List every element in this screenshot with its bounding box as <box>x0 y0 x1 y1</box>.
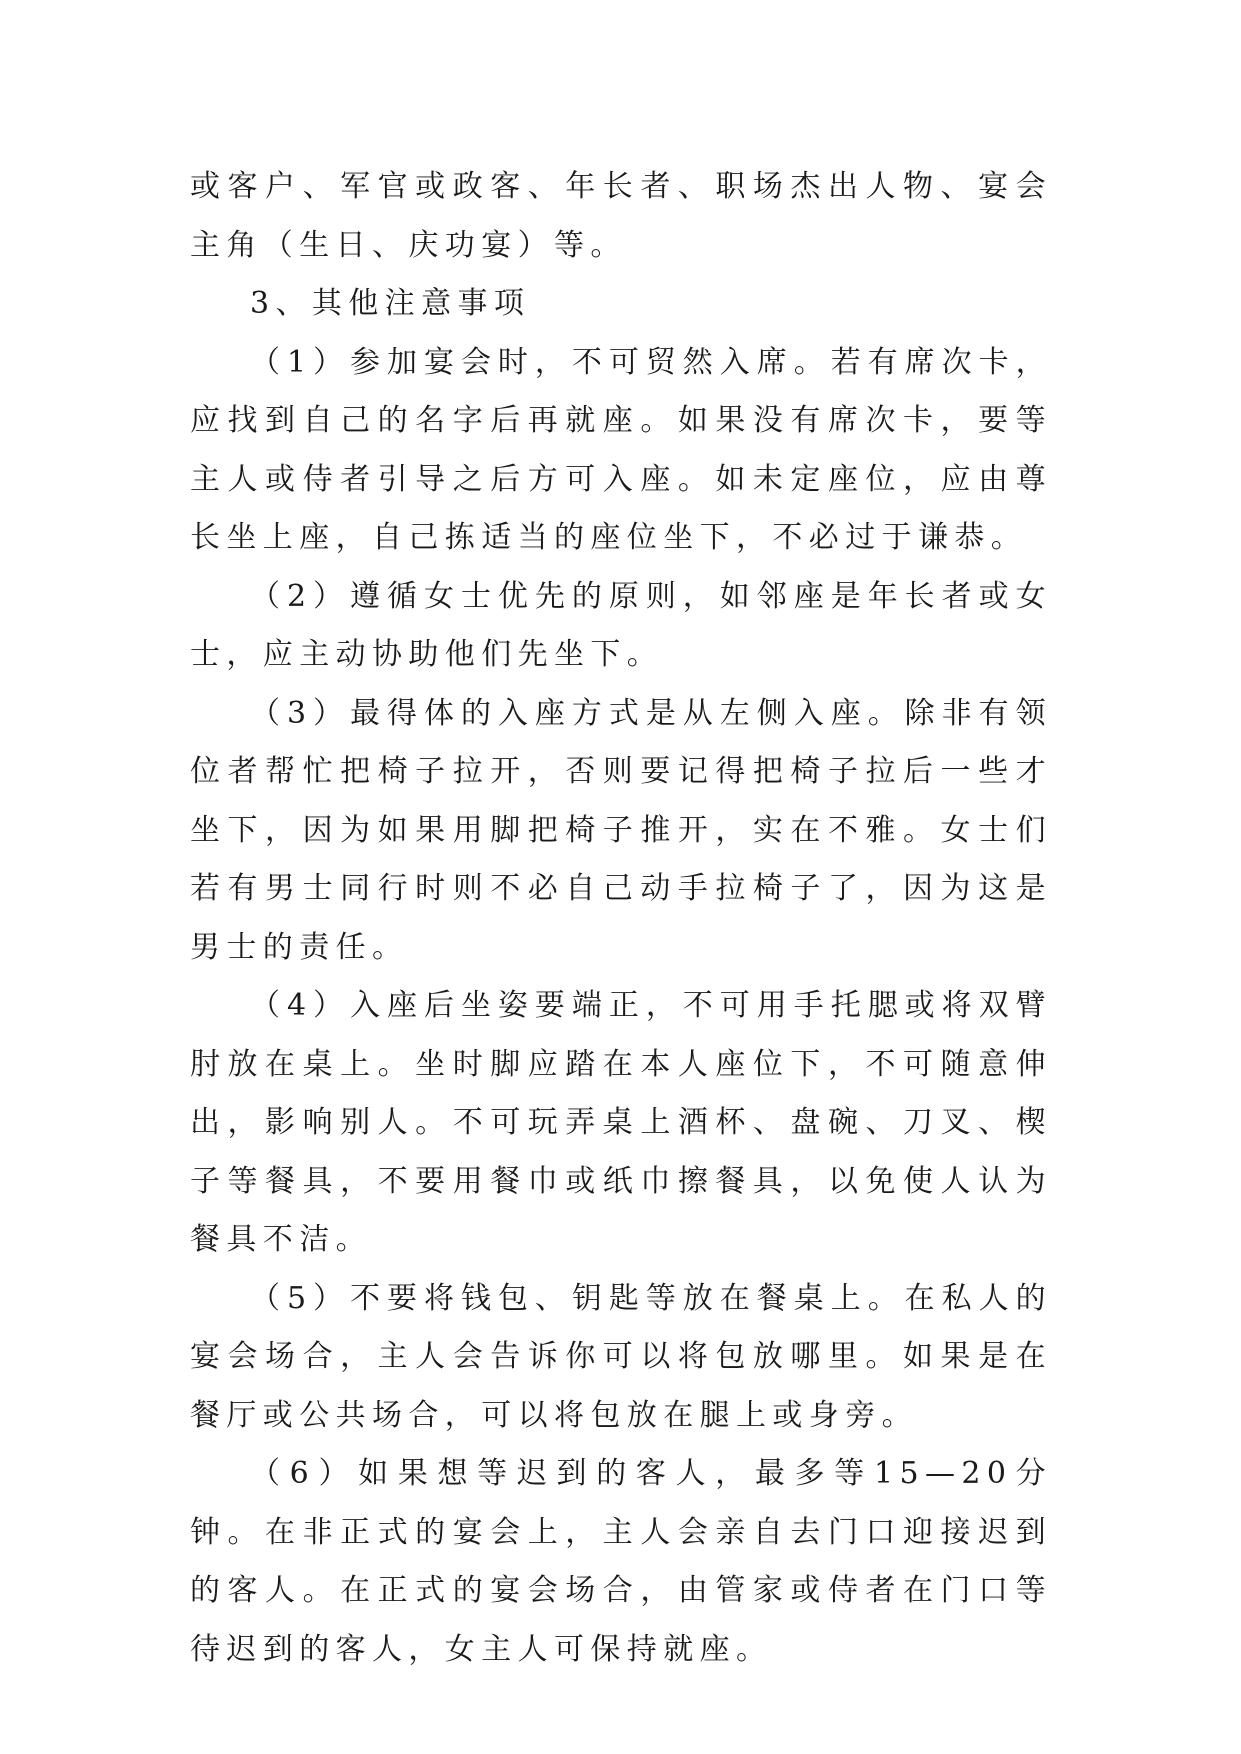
document-body <box>190 158 1052 1679</box>
section-heading: 3、其他注意事项 <box>250 286 531 321</box>
paragraph-item-4: （4）入座后坐姿要端正，不可用手托腮或将双臂肘放在桌上。坐时脚应踏在本人座位下，不可随意伸出，影响别人。不可玩弄桌上酒杯、盘碗、刀叉、楔子等餐具，不要用餐巾或纸巾擦餐具，以免使人认为餐具不洁。 <box>190 988 1052 1257</box>
paragraph-continuation: 或客户、军官或政客、年长者、职场杰出人物、宴会主角（生日、庆功宴）等。 <box>190 169 1052 263</box>
paragraph-item-3: （3）最得体的入座方式是从左侧入座。除非有领位者帮忙把椅子拉开，否则要记得把椅子拉后一些才坐下，因为如果用脚把椅子推开，实在不雅。女士们若有男士同行时则不必自己动手拉椅子了，因为这是男士的责任。 <box>190 695 1052 965</box>
paragraph-item-2: （2）遵循女士优先的原则，如邻座是年长者或女士，应主动协助他们先坐下。 <box>190 578 1052 672</box>
paragraph-item-5: （5）不要将钱包、钥匙等放在餐桌上。在私人的宴会场合，主人会告诉你可以将包放哪里。如果是在餐厅或公共场合，可以将包放在腿上或身旁。 <box>190 1280 1052 1433</box>
paragraph-item-6: （6）如果想等迟到的客人，最多等15—20分钟。在非正式的宴会上，主人会亲自去门口迎接迟到的客人。在正式的宴会场合，由管家或侍者在门口等待迟到的客人，女主人可保持就座。 <box>190 1456 1052 1667</box>
paragraph-item-1: （1）参加宴会时，不可贸然入席。若有席次卡，应找到自己的名字后再就座。如果没有席次卡，要等主人或侍者引导之后方可入座。如未定座位，应由尊长坐上座，自己拣适当的座位坐下，不必过于谦恭。 <box>190 344 1052 555</box>
